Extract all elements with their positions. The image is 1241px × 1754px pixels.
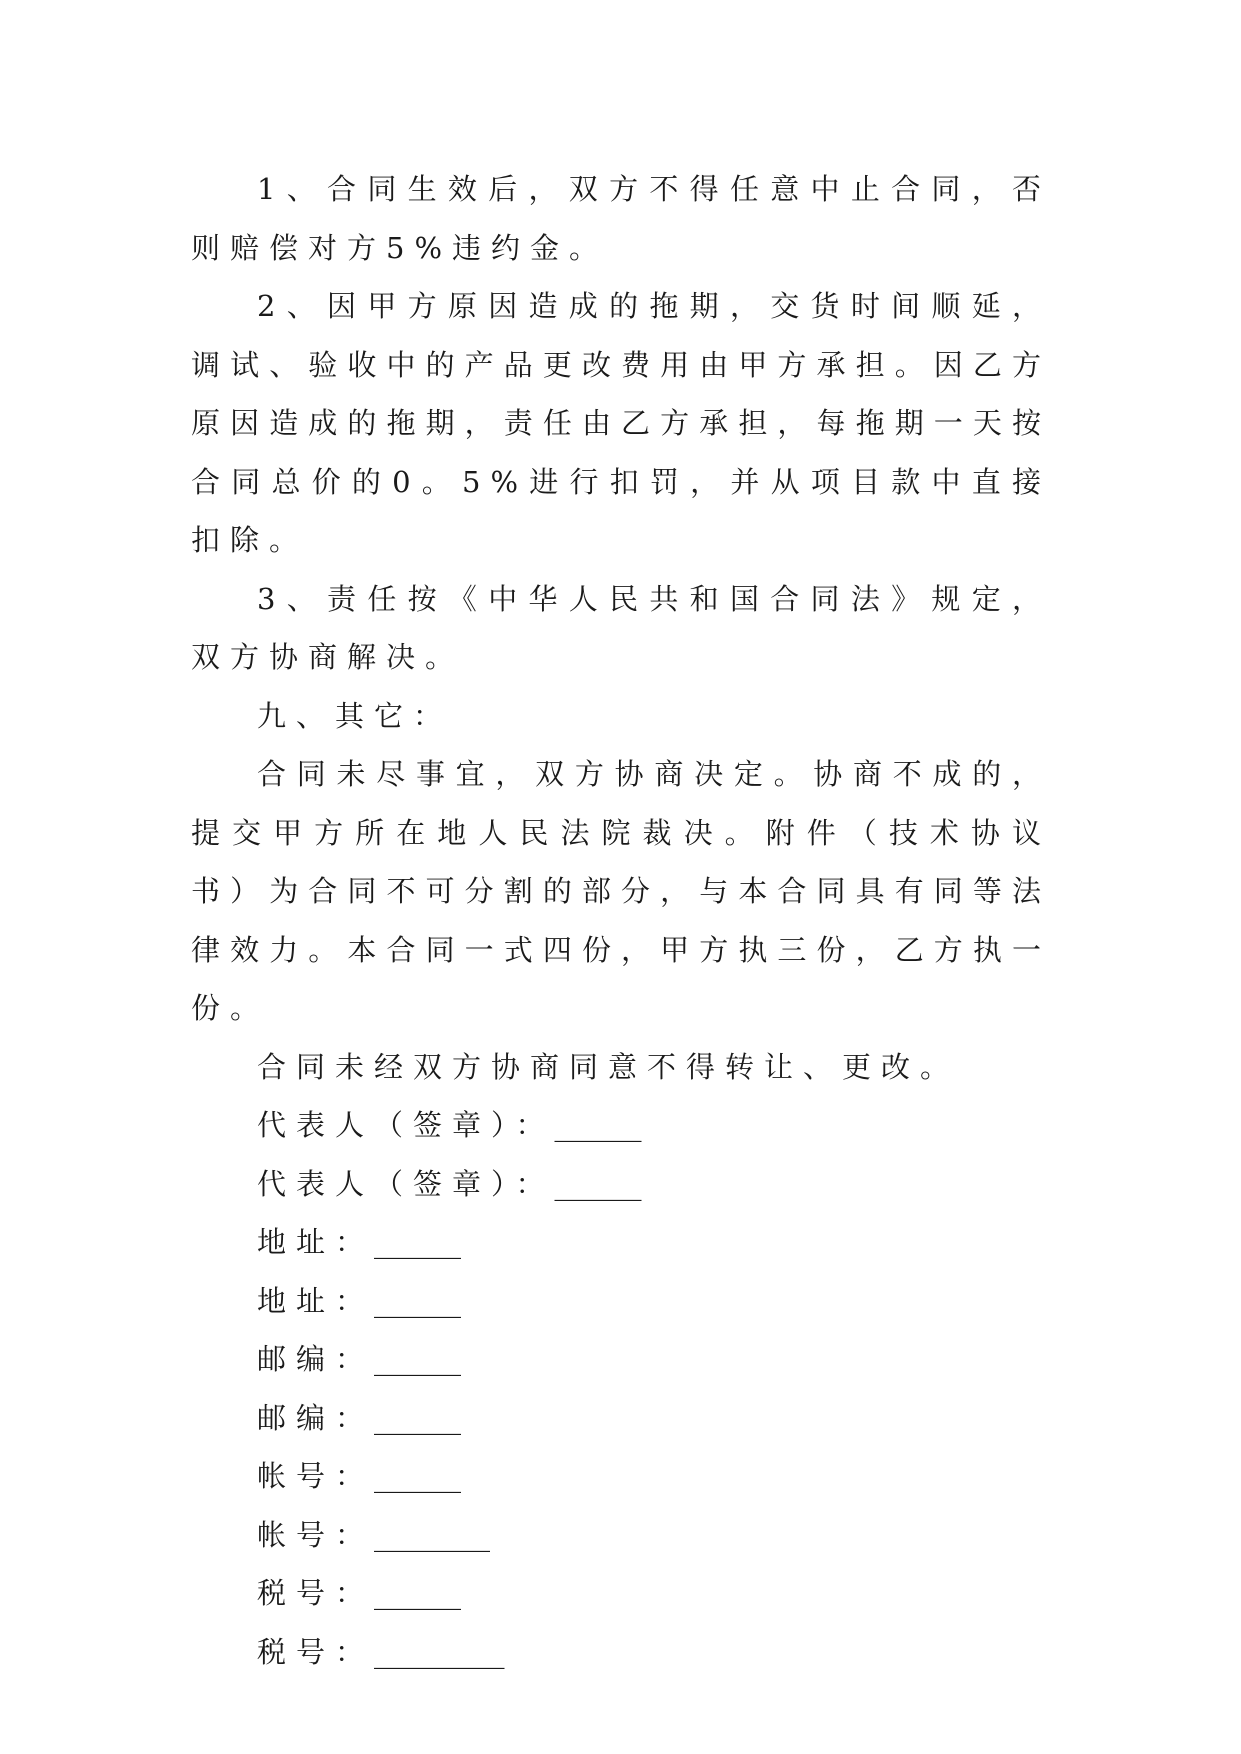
field-blank: ______ — [374, 1225, 462, 1259]
section-heading-others: 九、其它： — [257, 698, 453, 733]
clause-2: 2、因甲方原因造成的拖期，交货时间顺延，调试、验收中的产品更改费用由甲方承担。因乙方原因造成的拖期，责任由乙方承担，每拖期一天按合同总价的0。5%进行扣罚，并从项目款中直接扣除。 — [191, 289, 1051, 557]
tax-number-field — [191, 1623, 1051, 1682]
representative-signature-field — [191, 1155, 1051, 1214]
field-blank: ______ — [374, 1283, 462, 1318]
clause-no-transfer: 合同未经双方协商同意不得转让、更改。 — [257, 1049, 960, 1084]
field-label: 代表人（签章）： — [257, 1108, 555, 1142]
postcode-field — [191, 1389, 1051, 1448]
field-blank: ______ — [374, 1576, 462, 1610]
clause-unresolved-matters: 合同未尽事宜，双方协商决定。协商不成的，提交甲方所在地人民法院裁决。附件（技术协议书）为合同不可分割的部分，与本合同具有同等法律效力。本合同一式四份，甲方执三份，乙方执一份。 — [191, 757, 1051, 1025]
representative-signature-field — [191, 1096, 1051, 1155]
field-blank: _________ — [374, 1634, 505, 1669]
field-label: 税号： — [257, 1634, 375, 1669]
account-number-field — [191, 1447, 1051, 1506]
field-blank: ______ — [374, 1459, 462, 1493]
field-label: 税号： — [257, 1576, 375, 1610]
field-blank: ______ — [554, 1108, 642, 1142]
document-body — [191, 160, 1051, 1681]
clause-3: 3、责任按《中华人民共和国合同法》规定，双方协商解决。 — [191, 581, 1051, 674]
field-label: 地址： — [257, 1283, 375, 1318]
field-label: 邮编： — [257, 1342, 375, 1376]
field-label: 帐号： — [257, 1459, 375, 1493]
field-label: 帐号： — [257, 1517, 375, 1552]
address-field — [191, 1272, 1051, 1331]
field-label: 代表人（签章）： — [257, 1166, 555, 1201]
field-label: 邮编： — [257, 1400, 375, 1435]
field-label: 地址： — [257, 1225, 375, 1259]
field-blank: ______ — [554, 1166, 642, 1201]
account-number-field — [191, 1506, 1051, 1565]
field-blank: ______ — [374, 1400, 462, 1435]
field-blank: ______ — [374, 1342, 462, 1376]
tax-number-field — [191, 1564, 1051, 1623]
address-field — [191, 1213, 1051, 1272]
clause-1: 1、合同生效后，双方不得任意中止合同，否则赔偿对方5%违约金。 — [191, 172, 1051, 265]
field-blank: ________ — [374, 1517, 491, 1552]
postcode-field — [191, 1330, 1051, 1389]
